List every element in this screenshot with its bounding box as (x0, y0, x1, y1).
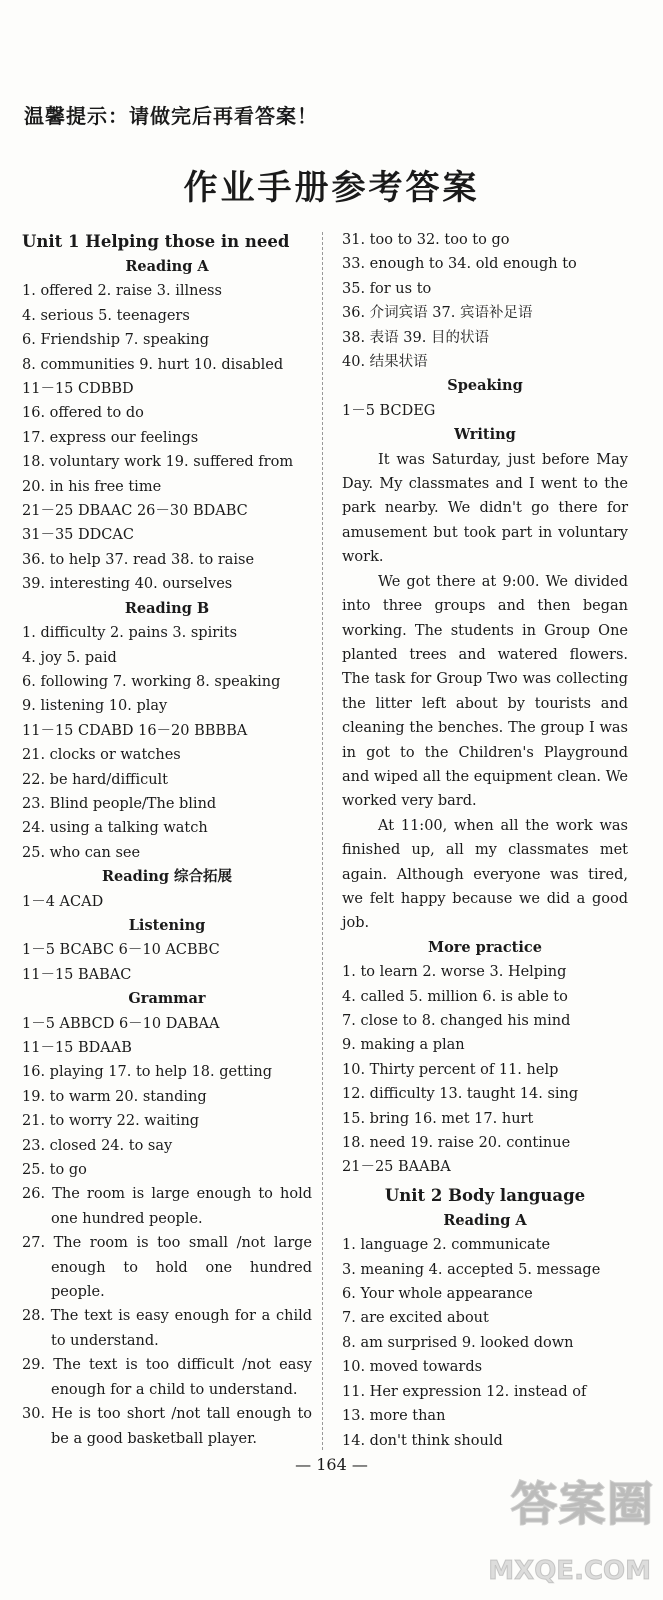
answer-line: 23. Blind people/The blind (22, 795, 217, 812)
section-heading: Listening (128, 916, 206, 934)
answer-line: 36. 介词宾语 37. 宾语补足语 (342, 305, 533, 322)
left-column (22, 228, 312, 1451)
answer-line: 23. closed 24. to say (22, 1137, 173, 1154)
answer-line: 16. playing 17. to help 18. getting (22, 1064, 273, 1081)
watermark (470, 1468, 655, 1586)
answer-line: 11－15 BDAAB (22, 1040, 132, 1056)
answer-sentence: 29. The text is too difficult /not easy enough for a child to understand. (22, 1357, 312, 1398)
answer-line: 25. to go (22, 1162, 87, 1179)
page-title: 作业手册参考答案 (183, 168, 480, 208)
answer-line: 38. 表语 39. 目的状语 (342, 329, 489, 346)
column-divider (322, 232, 323, 1450)
answer-line: 21－25 DBAAC 26－30 BDABC (22, 503, 248, 520)
watermark-logo: 答案圈 (511, 1477, 655, 1531)
writing-paragraph: It was Saturday, just before May Day. My classmates and I went to the park nearby. We didn't go there for amusement but took part in voluntary work. (342, 451, 628, 566)
answer-line: 1－5 BCDEG (342, 402, 436, 419)
answer-sentence: 27. The room is too small /not large enough to hold one hundred people. (22, 1235, 312, 1301)
answer-line: 4. called 5. million 6. is able to (342, 988, 568, 1005)
answer-line: 11－15 CDBBD (22, 381, 134, 398)
unit-heading: Unit 2 Body language (384, 1185, 586, 1205)
answer-sentence: 28. The text is easy enough for a child to understand. (22, 1308, 312, 1349)
section-heading: More practice (428, 938, 542, 956)
answer-line: 1. difficulty 2. pains 3. spirits (22, 625, 238, 642)
answer-line: 20. in his free time (22, 478, 162, 495)
section-heading: Writing (454, 426, 516, 444)
answer-sentence: 30. He is too short /not tall enough to be a good basketball player. (22, 1406, 312, 1447)
section-heading: Reading A (125, 258, 209, 275)
writing-paragraph: At 11:00, when all the work was finished up, all my classmates met again. Although everyone was tired, we felt happy because we did a good job. (342, 817, 628, 932)
answer-line: 1－4 ACAD (22, 893, 104, 910)
answer-line: 39. interesting 40. ourselves (22, 576, 233, 593)
answer-line: 11－15 BABAC (22, 966, 132, 983)
answer-line: 3. meaning 4. accepted 5. message (342, 1261, 601, 1278)
section-heading: Grammar (128, 990, 206, 1008)
unit-heading: Unit 1 Helping those in need (22, 232, 290, 251)
answer-line: 22. be hard/difficult (22, 771, 169, 788)
answer-line: 14. don't think should (342, 1432, 503, 1449)
answer-line: 18. need 19. raise 20. continue (342, 1135, 571, 1152)
answer-line: 4. joy 5. paid (22, 649, 117, 666)
answer-line: 16. offered to do (22, 405, 144, 422)
section-heading: Reading B (124, 599, 210, 617)
section-heading: Reading 综合拓展 (101, 868, 233, 886)
answer-line: 1. language 2. communicate (342, 1237, 551, 1254)
answer-line: 25. who can see (22, 844, 141, 861)
answer-line: 7. close to 8. changed his mind (342, 1013, 571, 1029)
answer-line: 1. to learn 2. worse 3. Helping (342, 964, 567, 981)
answer-line: 40. 结果状语 (342, 354, 428, 371)
answer-line: 1－5 ABBCD 6－10 DABAA (22, 1015, 220, 1032)
reminder-notice: 温馨提示：请做完后再看答案！ (24, 104, 318, 128)
answer-line: 35. for us to (342, 280, 432, 297)
answer-sentence: 26. The room is large enough to hold one hundred people. (22, 1186, 312, 1227)
answer-line: 6. Your whole appearance (342, 1286, 533, 1303)
answer-line: 1. offered 2. raise 3. illness (22, 283, 222, 300)
page-number: — 164 — (295, 1455, 368, 1474)
answer-line: 10. moved towards (342, 1359, 483, 1376)
answer-line: 12. difficulty 13. taught 14. sing (342, 1086, 579, 1103)
answer-line: 9. listening 10. play (22, 698, 168, 715)
answer-line: 4. serious 5. teenagers (22, 307, 190, 324)
answer-line: 31－35 DDCAC (22, 527, 134, 544)
answer-line: 19. to warm 20. standing (22, 1088, 207, 1105)
answer-line: 11－15 CDABD 16－20 BBBBA (22, 722, 248, 739)
answer-line: 9. making a plan (342, 1037, 465, 1054)
answer-line: 31. too to 32. too to go (342, 232, 510, 248)
answer-line: 36. to help 37. read 38. to raise (22, 551, 255, 568)
answer-line: 11. Her expression 12. instead of (342, 1383, 587, 1400)
answer-line: 21. to worry 22. waiting (22, 1113, 200, 1130)
answer-line: 21. clocks or watches (22, 747, 181, 764)
answer-line: 24. using a talking watch (22, 820, 208, 837)
section-heading: Speaking (447, 377, 523, 395)
answer-line: 6. following 7. working 8. speaking (22, 673, 281, 690)
watermark-url: MXQE.COM (488, 1556, 651, 1586)
answer-line: 8. am surprised 9. looked down (342, 1334, 574, 1351)
writing-paragraph: We got there at 9:00. We divided into three groups and then began working. The students in Group One planted trees and watered flowers. The task for Group Two was collecting the litter left about by tourists and cleaning the benches. The group I was in got to the Children's Playground and wiped all the equipment clean. We worked very bard. (342, 573, 628, 810)
answer-line: 15. bring 16. met 17. hurt (342, 1110, 534, 1127)
section-heading: Reading A (443, 1211, 527, 1229)
answer-line: 13. more than (342, 1408, 446, 1425)
answer-line: 33. enough to 34. old enough to (342, 256, 577, 273)
answer-line: 7. are excited about (342, 1310, 489, 1327)
answer-line: 10. Thirty percent of 11. help (342, 1061, 559, 1078)
answer-line: 1－5 BCABC 6－10 ACBBC (22, 942, 220, 959)
answer-line: 21－25 BAABA (342, 1159, 451, 1176)
answer-line: 17. express our feelings (22, 429, 199, 446)
answer-line: 18. voluntary work 19. suffered from (22, 454, 294, 471)
answer-line: 6. Friendship 7. speaking (22, 332, 210, 349)
right-column (342, 228, 628, 1453)
answer-line: 8. communities 9. hurt 10. disabled (22, 356, 284, 373)
